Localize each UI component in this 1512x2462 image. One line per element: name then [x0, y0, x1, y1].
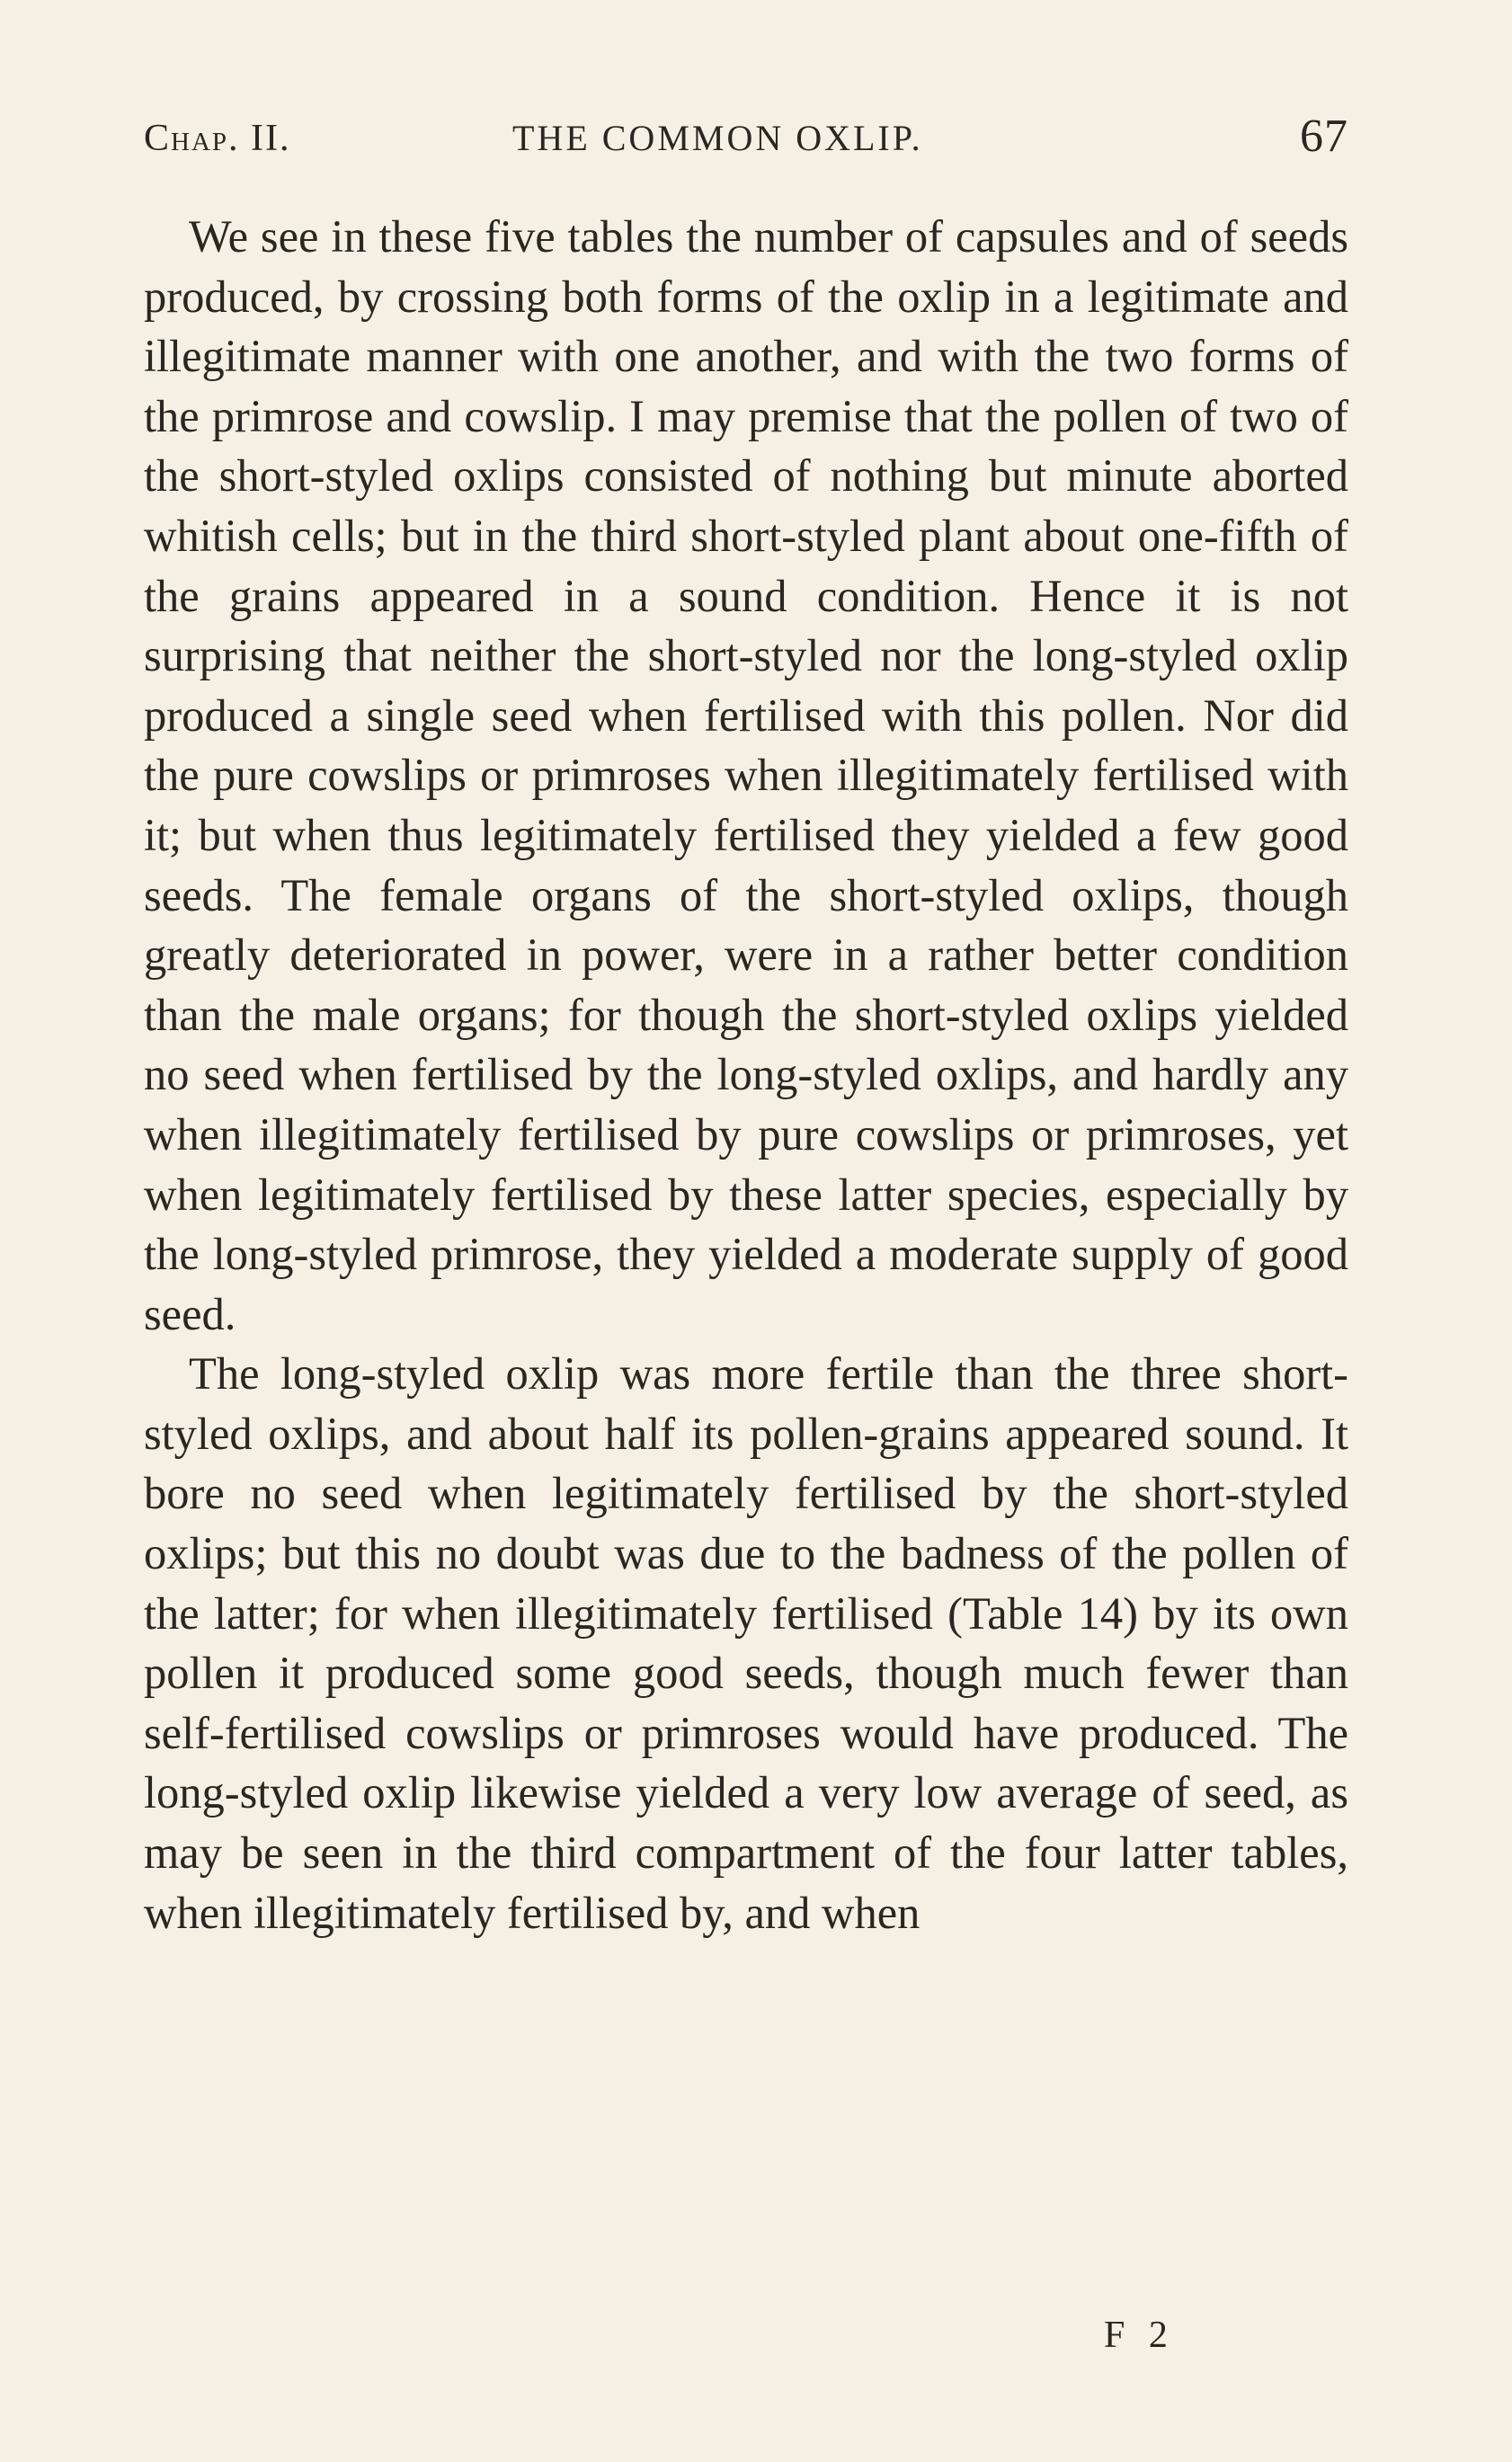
paragraph-1: We see in these five tables the number of capsules and of seeds produced, by crossing both forms of the oxlip in a legitimate and illegitimate manner with one another, and with the two forms of the primrose and cowslip. I may premise that the pollen of two of the short-styled oxlips consisted of nothing but minute aborted whitish cells; but in the third short-styled plant about one-fifth of the grains appeared in a sound condition. Hence it is not surprising that neither the short-styled nor the long-styled oxlip produced a single seed when fertilised with this pollen. Nor did the pure cowslips or primroses when illegitimately fertilised with it; but when thus legitimately fertilised they yielded a few good seeds. The female organs of the short-styled oxlips, though greatly deteriorated in power, were in a rather better condition than the male organs; for though the short-styled oxlips yielded no seed when fertilised by the long-styled oxlips, and hardly any when illegitimately fertilised by pure cowslips or primroses, yet when legitimately fertilised by these latter species, especially by the long-styled primrose, they yielded a moderate supply of good seed. — [144, 211, 1348, 1339]
signature-mark: F 2 — [1104, 2315, 1175, 2356]
running-head — [144, 110, 1348, 164]
paragraph-2: The long-styled oxlip was more fertile than the three short-styled oxlips, and about half its pollen-grains appeared sound. It bore no seed when legitimately fertilised by the short-styled oxlips; but this no doubt was due to the badness of the pollen of the latter; for when illegitimately fertilised (Table 14) by its own pollen it produced some good seeds, though much fewer than self-fertilised cowslips or primroses would have produced. The long-styled oxlip likewise yielded a very low average of seed, as may be seen in the third compartment of the four latter tables, when illegitimately fertilised by, and when — [144, 1348, 1348, 1938]
page-number: 67 — [1300, 111, 1348, 162]
running-title: THE COMMON OXLIP. — [512, 118, 923, 158]
chapter-label: Chap. II. — [144, 118, 291, 159]
body-text — [144, 207, 1348, 1942]
